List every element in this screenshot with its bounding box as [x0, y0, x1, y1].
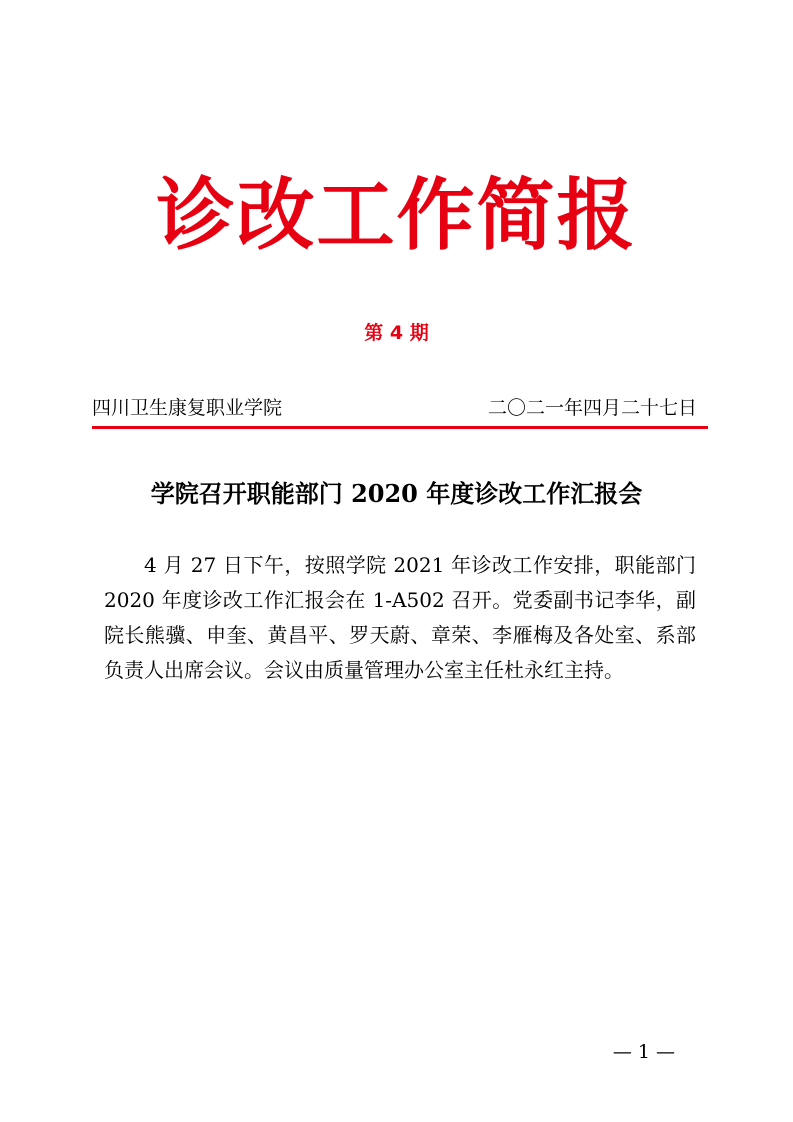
- article-headline: 学院召开职能部门 2020 年度诊改工作汇报会: [150, 479, 643, 508]
- publication-date: 二〇二一年四月二十七日: [487, 397, 697, 419]
- article-body: [104, 548, 696, 688]
- page-number: — 1 —: [612, 1041, 675, 1063]
- issue-number: 第 4 期: [364, 322, 429, 344]
- newsletter-title: 诊改工作简报: [156, 171, 637, 261]
- organization-name: 四川卫生康复职业学院: [92, 397, 283, 419]
- header-divider: [92, 426, 708, 429]
- article-paragraph: 4 月 27 日下午，按照学院 2021 年诊改工作安排，职能部门 2020 年度诊改工作汇报会在 1-A502 召开。党委副书记李华，副院长熊骥、申奎、黄昌平、罗天蔚、章荣、李雁梅及各处室、系部负责人出席会议。会议由质量管理办公室主任杜永红主持。: [104, 553, 696, 682]
